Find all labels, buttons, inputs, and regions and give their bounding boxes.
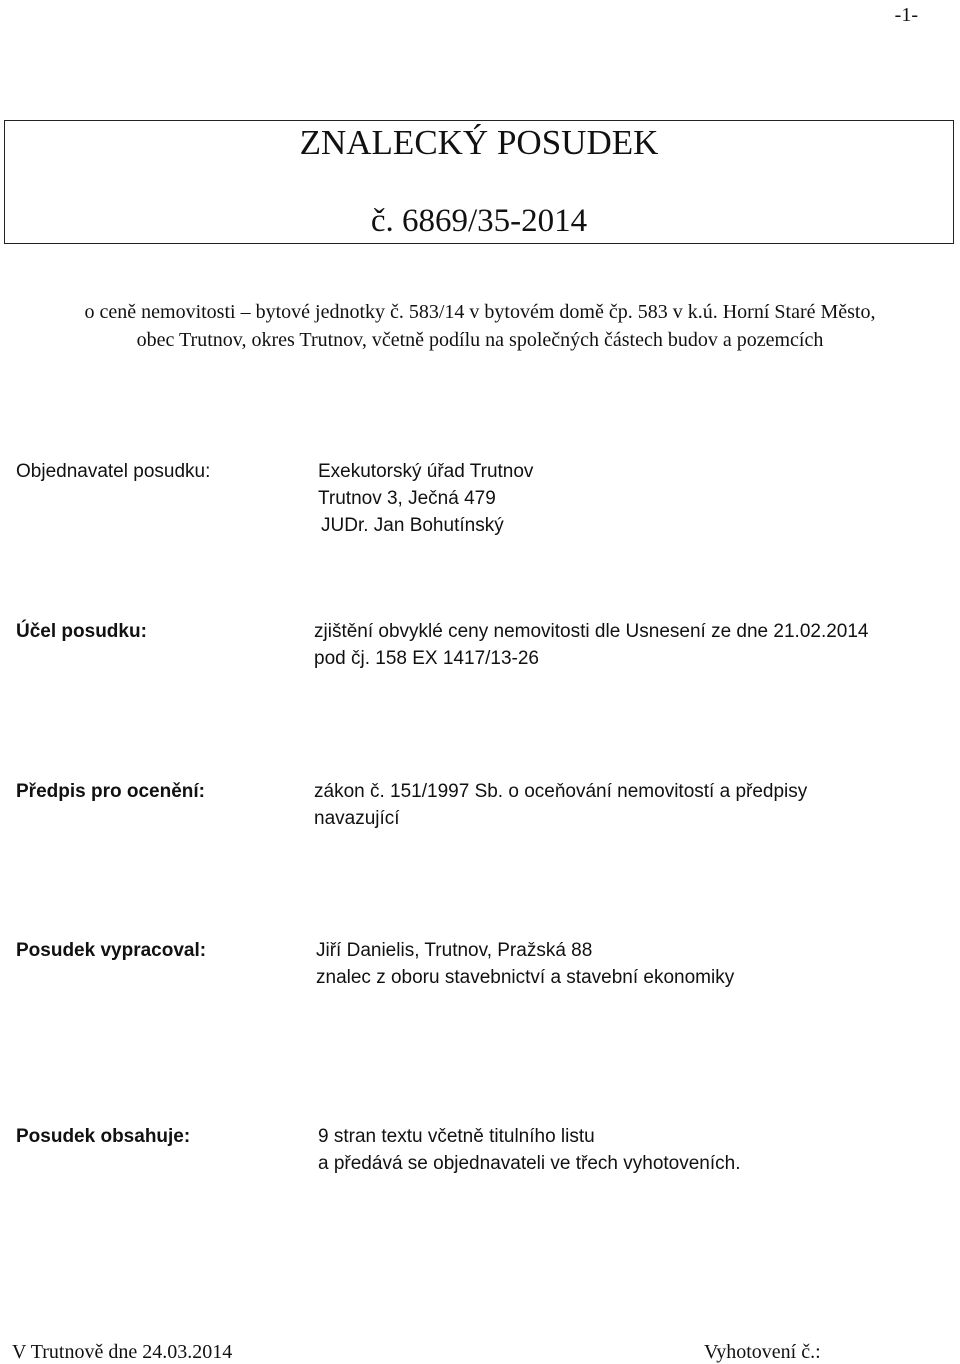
contents-line-2: a předává se objednavateli ve třech vyhotoveních. [318,1153,741,1174]
contents-line-1: 9 stran textu včetně titulního listu [318,1126,595,1147]
author-value [316,937,734,991]
regulation-line-2: navazující [314,808,400,829]
orderer-line-3: JUDr. Jan Bohutínský [321,515,504,536]
title-box [4,120,954,244]
subject-line-2: obec Trutnov, okres Trutnov, včetně podílu na společných částech budov a pozemcích [136,329,824,351]
orderer-value [318,458,533,539]
regulation-line-1: zákon č. 151/1997 Sb. o oceňování nemovitostí a předpisy [314,781,808,802]
document-number: č. 6869/35-2014 [370,203,588,239]
document-title: ZNALECKÝ POSUDEK [299,123,659,162]
purpose-line-1: zjištění obvyklé ceny nemovitosti dle Usnesení ze dne 21.02.2014 [314,621,869,642]
purpose-line-2: pod čj. 158 EX 1417/13-26 [314,648,540,669]
contents-value [318,1123,741,1177]
author-line-2: znalec z oboru stavebnictví a stavební ekonomiky [316,967,735,988]
regulation-label: Předpis pro ocenění: [16,781,205,802]
copy-number-label: Vyhotovení č.: [704,1341,821,1363]
purpose-value [314,618,869,672]
page-number: -1- [894,4,918,26]
author-label: Posudek vypracoval: [16,940,207,961]
author-line-1: Jiří Danielis, Trutnov, Pražská 88 [316,940,593,961]
purpose-label: Účel posudku: [16,621,147,642]
orderer-label: Objednavatel posudku: [16,461,211,482]
subject-line-1: o ceně nemovitosti – bytové jednotky č. 583/14 v bytovém domě čp. 583 v k.ú. Horní Staré Město, [84,301,876,323]
place-and-date: V Trutnově dne 24.03.2014 [12,1341,233,1363]
contents-label: Posudek obsahuje: [16,1126,191,1147]
orderer-line-1: Exekutorský úřad Trutnov [318,461,534,482]
subject-description [0,298,960,354]
orderer-line-2: Trutnov 3, Ječná 479 [318,488,496,509]
regulation-value [314,778,807,832]
